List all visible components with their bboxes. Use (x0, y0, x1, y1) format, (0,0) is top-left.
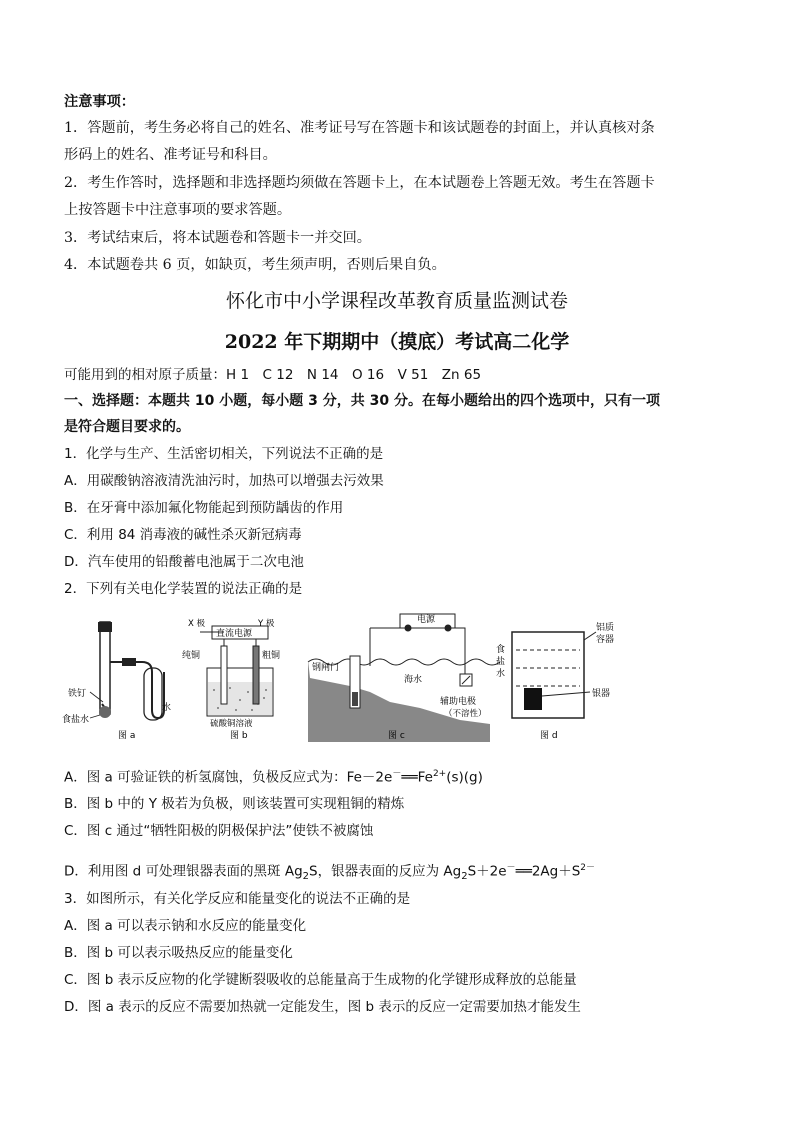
q2-d-pre: D．利用图 d 可处理银器表面的黑斑 Ag (64, 863, 303, 880)
fig-b-caption: 图 b (230, 731, 248, 741)
fig-a-label-salt: 食盐水 (62, 715, 90, 725)
q2-option-d (64, 858, 595, 887)
figure-a (62, 622, 171, 741)
q2-stem: 2．下列有关电化学装置的说法正确的是 (64, 581, 303, 597)
q2-option-a (64, 764, 483, 788)
q1-option-a: A．用碳酸钠溶液清洗油污时，加热可以增强去污效果 (64, 473, 384, 489)
fig-b-label-y: Y 极 (258, 619, 275, 629)
q2-d-sub: 2 (302, 871, 310, 883)
q2-a-mid: ══Fe (401, 769, 433, 786)
fig-c-aux1: 辅助电极 (440, 697, 477, 707)
q2-a-sup2: 2+ (432, 769, 447, 779)
section-heading-cont: 是符合题目要求的。 (64, 419, 190, 435)
q1-option-b: B．在牙膏中添加氟化物能起到预防龋齿的作用 (64, 500, 344, 516)
notice-item-2-cont: 上按答题卡中注意事项的要求答题。 (64, 202, 292, 218)
notice-item-3: 3．考试结束后，将本试题卷和答题卡一并交回。 (64, 230, 371, 246)
atomic-masses: 可能用到的相对原子质量：H 1 C 12 N 14 O 16 V 51 Zn 65 (64, 367, 482, 383)
q3-option-d: D．图 a 表示的反应不需要加热就一定能发生，图 b 表示的反应一定需要加热才能发生 (64, 999, 581, 1015)
q2-option-b: B．图 b 中的 Y 极若为负极，则该装置可实现粗铜的精炼 (64, 796, 405, 812)
notice-item-1-cont: 形码上的姓名、准考证号和科目。 (64, 147, 277, 163)
section-heading: 一、选择题：本题共 10 小题，每小题 3 分，共 30 分。在每小题给出的四个选项中，只有一项 (64, 393, 660, 409)
fig-d-caption: 图 d (540, 731, 558, 741)
q3-option-c: C．图 b 表示反应物的化学键断裂吸收的总能量高于生成物的化学键形成释放的总能量 (64, 972, 577, 988)
fig-d-salt1: 食 (496, 645, 506, 655)
notice-item-2: 2．考生作答时，选择题和非选择题均须做在答题卡上，在本试题卷上答题无效。考生在答题卡 (64, 175, 655, 191)
notice-item-4: 4．本试题卷共 6 页，如缺页，考生须声明，否则后果自负。 (64, 257, 446, 273)
q2-d-mid: S，银器表面的反应为 Ag (309, 863, 462, 880)
q2-d-sup1: － (506, 863, 516, 873)
q2-figures (60, 612, 780, 742)
fig-d-container1: 铝质 (596, 623, 615, 633)
q1-option-c: C．利用 84 消毒液的碱性杀灭新冠病毒 (64, 527, 302, 543)
fig-c-power: 电源 (417, 615, 436, 625)
fig-b-solution: 硫酸铜溶液 (210, 719, 253, 729)
exam-subtitle: 2022 年下期期中（摸底）考试高二化学 (224, 331, 570, 353)
q2-figure-svg (60, 612, 780, 742)
fig-a-label-nail: 铁钉 (68, 689, 87, 699)
q3-stem: 3．如图所示，有关化学反应和能量变化的说法不正确的是 (64, 891, 411, 907)
fig-d-container2: 容器 (596, 635, 615, 645)
fig-d-salt3: 水 (496, 669, 506, 679)
fig-a-label-water: 水 (162, 703, 172, 713)
fig-c-aux2: （不溶性） (444, 709, 487, 719)
notice-heading: 注意事项： (64, 94, 135, 110)
q3-option-b: B．图 b 可以表示吸热反应的能量变化 (64, 945, 293, 961)
fig-d-silver: 银器 (592, 689, 611, 699)
fig-c-sea: 海水 (404, 675, 423, 685)
fig-a-caption: 图 a (118, 731, 136, 741)
fig-c-gate: 钢闸门 (312, 663, 340, 673)
q2-d-sub2: 2 (461, 871, 468, 883)
q1-option-d: D．汽车使用的铅酸蓄电池属于二次电池 (64, 554, 304, 570)
q2-a-sup1: － (392, 769, 402, 779)
figure-b (182, 618, 280, 741)
notice-item-1: 1．答题前，考生务必将自己的姓名、准考证号写在答题卡和该试题卷的封面上，并认真核对条 (64, 120, 655, 136)
q2-d-post: ══2Ag＋S (515, 863, 581, 880)
fig-b-label-x: X 极 (188, 619, 206, 629)
figure-d (496, 621, 614, 741)
q1-stem: 1．化学与生产、生活密切相关，下列说法不正确的是 (64, 446, 384, 462)
q2-a-post: (s)(g) (446, 769, 483, 786)
q2-a-pre: A．图 a 可验证铁的析氢腐蚀，负极反应式为：Fe－2e (64, 769, 393, 786)
q2-option-c: C．图 c 通过“牺牲阳极的阴极保护法”使铁不被腐蚀 (64, 823, 374, 839)
figure-c (308, 613, 500, 742)
fig-b-crude-cu: 粗铜 (262, 651, 281, 661)
q2-d-sup2: 2－ (580, 863, 596, 873)
fig-b-pure-cu: 纯铜 (182, 651, 201, 661)
exam-title: 怀化市中小学课程改革教育质量监测试卷 (225, 290, 568, 312)
fig-b-power: 直流电源 (216, 629, 253, 639)
q2-d-mid2: S＋2e (467, 863, 507, 880)
fig-c-caption: 图 c (388, 731, 405, 741)
q3-option-a: A．图 a 可以表示钠和水反应的能量变化 (64, 918, 307, 934)
fig-d-salt2: 盐 (496, 657, 506, 667)
